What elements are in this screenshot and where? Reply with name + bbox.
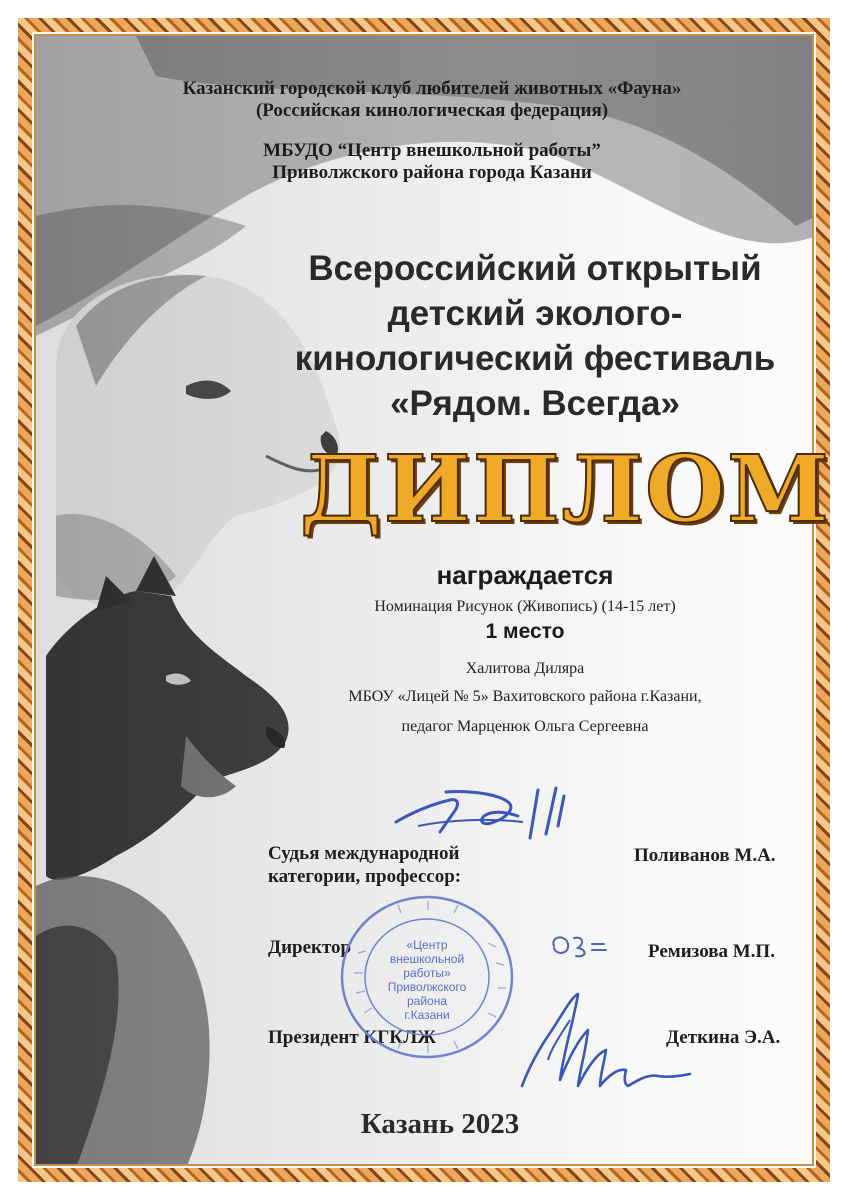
director-name: Ремизова М.П. (648, 941, 775, 962)
header-line-2: (Российская кинологическая федерация) (255, 100, 609, 121)
teacher-text: педагог Марценюк Ольга Сергеевна (401, 718, 649, 735)
festival-title-line-3: кинологический фестиваль (294, 339, 776, 378)
stamp-line-2: внешкольной (389, 952, 465, 966)
place-text: 1 место (485, 620, 565, 643)
school-text: МБОУ «Лицей № 5» Вахитовского района г.Казани, (348, 688, 702, 705)
judge-signature (388, 782, 598, 844)
stamp-line-5: г.Казани (404, 1008, 450, 1022)
stamp-text (372, 938, 482, 1022)
festival-title-line-4: «Рядом. Всегда» (390, 384, 680, 423)
judge-label-1: Судья международной (268, 843, 460, 864)
president-name: Деткина Э.А. (666, 1027, 781, 1048)
president-label: Президент КГКЛЖ (268, 1027, 437, 1048)
judge-name: Поливанов М.А. (634, 845, 776, 866)
president-signature (508, 990, 698, 1096)
header-line-4: Приволжского района города Казани (272, 162, 592, 183)
diploma-title: ДИПЛОМ (300, 435, 831, 543)
city-year: Казань 2023 (360, 1108, 520, 1140)
festival-title-line-2: детский эколого- (387, 294, 683, 333)
stamp-line-1: «Центр (406, 938, 448, 952)
director-signature (544, 928, 614, 962)
festival-title-line-1: Всероссийский открытый (308, 249, 762, 288)
header-line-1: Казанский городской клуб любителей животных «Фауна» (182, 78, 682, 99)
recipient-name: Халитова Диляра (465, 660, 585, 677)
director-label: Директор (268, 937, 352, 958)
stamp-line-3: работы» (403, 966, 451, 980)
header-line-3: МБУДО “Центр внешкольной работы” (263, 140, 601, 161)
nomination-text: Номинация Рисунок (Живопись) (14-15 лет) (374, 598, 676, 615)
stamp-line-4: Приволжского района (387, 980, 467, 1008)
judge-label-2: категории, профессор: (268, 866, 462, 887)
awarded-label: награждается (436, 560, 614, 590)
